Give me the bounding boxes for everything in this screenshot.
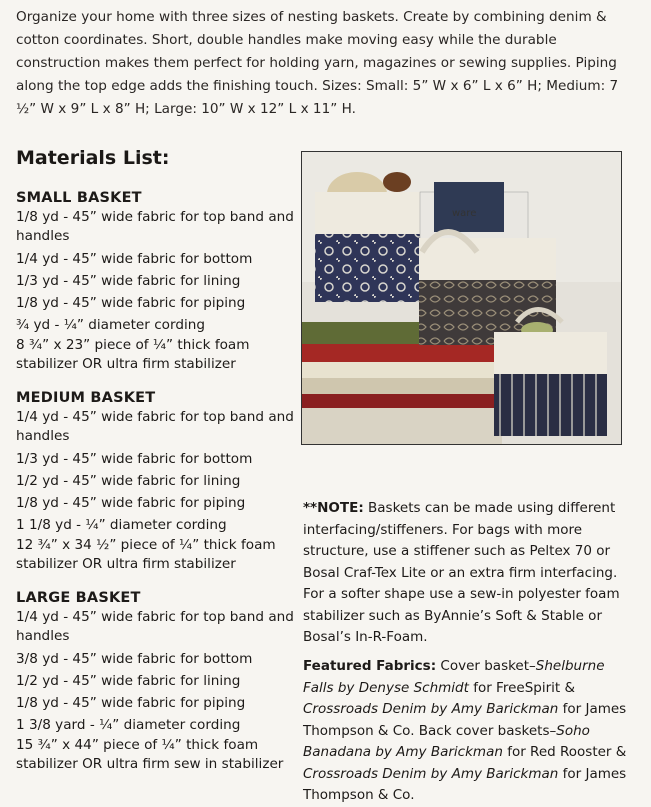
section-heading: MEDIUM BASKET: [16, 390, 156, 406]
material-line: 15 ¾” x 44” piece of ¼” thick foam stabilizer OR ultra firm sew in stabilizer: [16, 737, 284, 772]
material-line: 1/4 yd - 45” wide fabric for top band and handles: [16, 409, 294, 444]
section-heading: SMALL BASKET: [16, 190, 142, 206]
featured-text: Cover basket–: [436, 658, 536, 674]
materials-list: [16, 190, 306, 790]
featured-text: for James Thompson & Co. Back cover baskets–: [303, 701, 627, 739]
baskets-illustration: [302, 152, 622, 445]
material-line: 12 ¾” x 34 ½” piece of ¼” thick foam stabilizer OR ultra firm stabilizer: [16, 537, 276, 572]
featured-text: for James Thompson & Co.: [303, 765, 627, 803]
material-line: 1/8 yd - 45” wide fabric for piping: [16, 495, 246, 511]
material-line: 1/8 yd - 45” wide fabric for top band and handles: [16, 209, 294, 244]
photo-label: ware: [452, 208, 477, 219]
material-line: 1/4 yd - 45” wide fabric for bottom: [16, 251, 253, 267]
material-line: 1 3/8 yard - ¼” diameter cording: [16, 717, 241, 733]
medium-basket-section: [16, 390, 306, 574]
material-line: 3/8 yd - 45” wide fabric for bottom: [16, 651, 253, 667]
featured-text: for Red Rooster &: [502, 744, 627, 760]
materials-title: Materials List:: [16, 147, 170, 169]
small-basket-section: [16, 190, 306, 374]
fabric-name: Shelburne Falls by Denyse Schmidt: [303, 658, 605, 696]
material-line: 1/2 yd - 45” wide fabric for lining: [16, 473, 241, 489]
fabric-name: Soho Banadana by Amy Barickman: [303, 722, 590, 760]
fabric-name: Crossroads Denim by Amy Barickman: [303, 765, 559, 782]
intro-paragraph: Organize your home with three sizes of nesting baskets. Create by combining denim & cotton coordinates. Short, double handles make moving easy while the durable construction makes them perfect for holding yarn, magazines or sewing supplies. Piping along the top edge adds the finishing touch. Sizes: Small: 5” W x 6” L x 6” H; Medium: 7 ½” W x 9” L x 8” H; Large: 10” W x 12” L x 11” H.: [16, 9, 619, 117]
material-line: 1/3 yd - 45” wide fabric for bottom: [16, 451, 253, 467]
large-basket-section: [16, 590, 306, 774]
material-line: ¾ yd - ¼” diameter cording: [16, 317, 205, 333]
featured-fabrics: [303, 656, 633, 807]
material-line: 1/2 yd - 45” wide fabric for lining: [16, 673, 241, 689]
material-line: 1 1/8 yd - ¼” diameter cording: [16, 517, 227, 533]
material-line: 1/8 yd - 45” wide fabric for piping: [16, 295, 246, 311]
material-line: 1/3 yd - 45” wide fabric for lining: [16, 273, 241, 289]
featured-text: for FreeSpirit &: [468, 679, 576, 696]
featured-lead: Featured Fabrics:: [303, 658, 437, 674]
fabric-name: Crossroads Denim by Amy Barickman: [303, 701, 559, 717]
note-paragraph: [303, 498, 633, 649]
section-heading: LARGE BASKET: [16, 590, 141, 606]
note-text: Baskets can be made using different interfacing/stiffeners. For bags with more structure, use a stiffener such as Peltex 70 or Bosal Craf-Tex Lite or an extra firm interfacing. For a softer shape use a sew-in polyester foam stabilizer such as ByAnnie’s Soft & Stable or Bosal’s In-R-Foam.: [303, 500, 620, 645]
baskets-photo: [301, 151, 622, 445]
material-line: 1/8 yd - 45” wide fabric for piping: [16, 695, 246, 711]
note-lead: **NOTE:: [303, 500, 364, 516]
material-line: 8 ¾” x 23” piece of ¼” thick foam stabilizer OR ultra firm stabilizer: [16, 337, 250, 372]
material-line: 1/4 yd - 45” wide fabric for top band and handles: [16, 609, 294, 644]
